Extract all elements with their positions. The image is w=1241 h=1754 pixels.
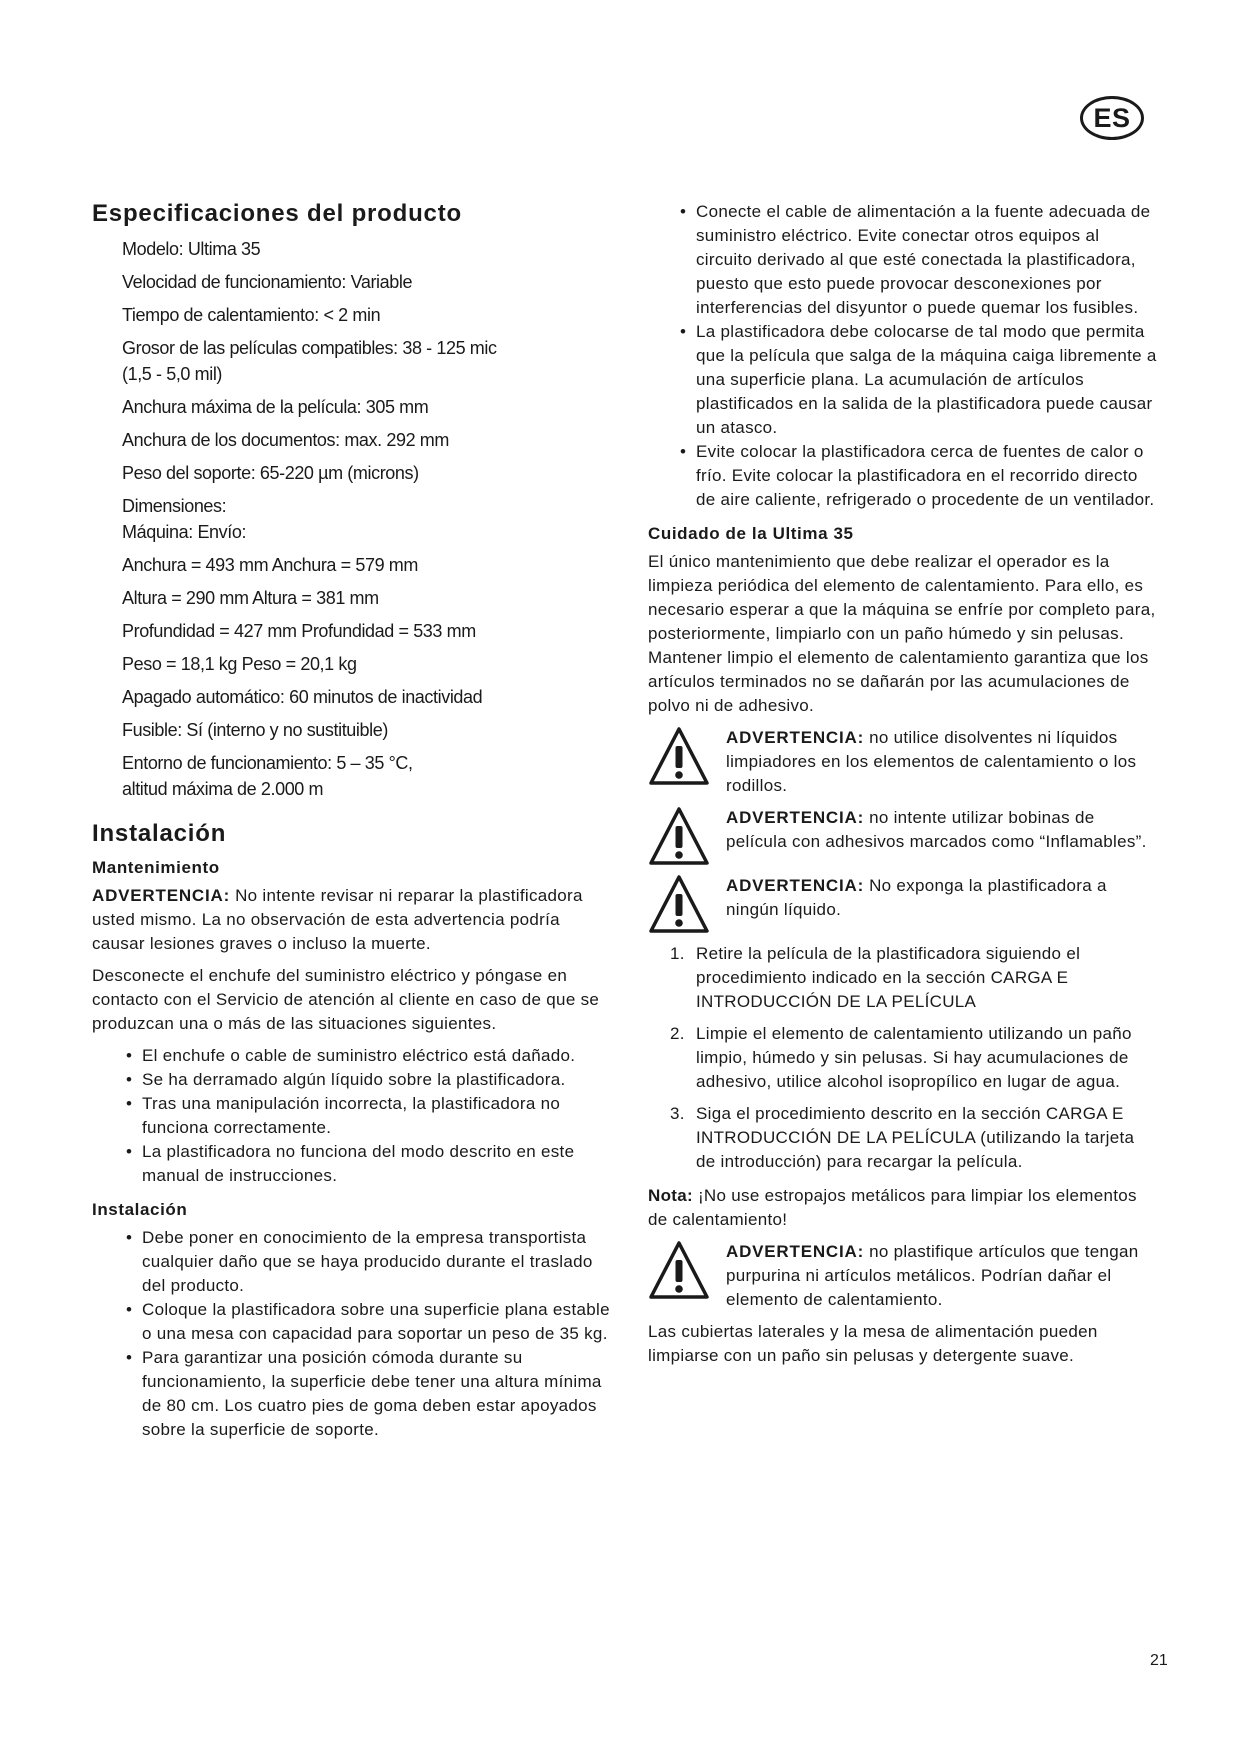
- warning-label: ADVERTENCIA:: [726, 728, 865, 747]
- list-item: • El enchufe o cable de suministro eléctrico está dañado.: [126, 1044, 612, 1068]
- situations-list: [92, 1044, 612, 1188]
- maintenance-warning: [92, 884, 612, 956]
- spec-line: Tiempo de calentamiento: < 2 min: [122, 305, 381, 325]
- warning-text: [726, 726, 1158, 798]
- disconnect-paragraph: Desconecte el enchufe del suministro eléctrico y póngase en contacto con el Servicio de atención al cliente en caso de que se produzcan una o más de las situaciones siguientes.: [92, 966, 600, 1033]
- spec-line: Peso del soporte: 65-220 µm (microns): [122, 463, 419, 483]
- installation-title: Instalación: [92, 820, 227, 847]
- care-heading: Cuidado de la Ultima 35: [648, 524, 854, 543]
- spec-line: altitud máxima de 2.000 m: [122, 779, 324, 799]
- specs-title: Especificaciones del producto: [92, 200, 462, 227]
- step-number: 2.: [670, 1024, 685, 1043]
- list-item: • Se ha derramado algún líquido sobre la plastificadora.: [126, 1068, 612, 1092]
- maintenance-heading: Mantenimiento: [92, 858, 220, 877]
- spec-line: Peso = 18,1 kg Peso = 20,1 kg: [122, 654, 357, 674]
- installation-subheading: Instalación: [92, 1200, 188, 1219]
- step-text: Siga el procedimiento descrito en la sección CARGA E INTRODUCCIÓN DE LA PELÍCULA (utilizando la tarjeta de introducción) para recargar la película.: [696, 1104, 1135, 1171]
- step-number: 3.: [670, 1104, 685, 1123]
- warning-block: [648, 1240, 1158, 1312]
- list-item: • La plastificadora debe colocarse de tal modo que permita que la película que salga de la máquina caiga libremente a una superficie plana. La acumulación de artículos plastificados en la salida de la plastificadora puede causar un atasco.: [680, 320, 1158, 440]
- page-number: 21: [1150, 1652, 1168, 1669]
- step-text: Limpie el elemento de calentamiento utilizando un paño limpio, húmedo y sin pelusas. Si hay acumulaciones de adhesivo, utilice alcohol isopropílico en lugar de agua.: [696, 1024, 1132, 1091]
- warning-body: no plastifique artículos que tengan purpurina ni artículos metálicos. Podrían dañar el elemento de calentamiento.: [726, 1242, 1139, 1309]
- warning-triangle-icon: [648, 806, 710, 866]
- warning-label: ADVERTENCIA:: [726, 808, 865, 827]
- warning-label: ADVERTENCIA:: [726, 1242, 865, 1261]
- spec-line: Fusible: Sí (interno y no sustituible): [122, 720, 388, 740]
- warning-block: [648, 726, 1158, 798]
- spec-line: Apagado automático: 60 minutos de inactividad: [122, 687, 483, 707]
- warning-block: [648, 806, 1158, 866]
- cleaning-steps: [648, 942, 1158, 1174]
- note-paragraph: [648, 1184, 1158, 1232]
- step-text: Retire la película de la plastificadora siguiendo el procedimiento indicado en la sección CARGA E INTRODUCCIÓN DE LA PELÍCULA: [696, 944, 1081, 1011]
- note-text: ¡No use estropajos metálicos para limpiar los elementos de calentamiento!: [648, 1186, 1137, 1229]
- closing-paragraph: Las cubiertas laterales y la mesa de alimentación pueden limpiarse con un paño sin pelusas y detergente suave.: [648, 1322, 1098, 1365]
- warning-body: No exponga la plastificadora a ningún líquido.: [726, 876, 1107, 919]
- warning-block: [648, 874, 1158, 934]
- left-column: [92, 200, 612, 1454]
- list-item: [670, 1102, 1158, 1174]
- spec-line: Velocidad de funcionamiento: Variable: [122, 272, 413, 292]
- spec-line: Profundidad = 427 mm Profundidad = 533 mm: [122, 621, 476, 641]
- warning-label: ADVERTENCIA:: [92, 886, 231, 905]
- right-column: [648, 200, 1158, 1376]
- warning-body: no utilice disolventes ni líquidos limpiadores en los elementos de calentamiento o los rodillos.: [726, 728, 1137, 795]
- list-item: • Conecte el cable de alimentación a la fuente adecuada de suministro eléctrico. Evite conectar otros equipos al circuito derivado al que esté conectada la plastificadora, puesto que esto puede provocar desconexiones por interferencias del disyuntor o puede quemar los fusibles.: [680, 200, 1158, 320]
- spec-line: Anchura de los documentos: max. 292 mm: [122, 430, 449, 450]
- spec-line: (1,5 - 5,0 mil): [122, 364, 223, 384]
- specs-list: [92, 238, 612, 800]
- warning-triangle-icon: [648, 874, 710, 934]
- language-badge: ES: [1080, 96, 1144, 140]
- warning-text: No intente revisar ni reparar la plastificadora usted mismo. La no observación de esta advertencia podría causar lesiones graves o incluso la muerte.: [92, 886, 583, 953]
- list-item: • Coloque la plastificadora sobre una superficie plana estable o una mesa con capacidad para soportar un peso de 35 kg.: [126, 1298, 612, 1346]
- list-item: • Para garantizar una posición cómoda durante su funcionamiento, la superficie debe tener una altura mínima de 80 cm. Los cuatro pies de goma deben estar apoyados sobre la superficie de soporte.: [126, 1346, 612, 1442]
- warning-body: no intente utilizar bobinas de película con adhesivos marcados como “Inflamables”.: [726, 808, 1147, 851]
- list-item: • Debe poner en conocimiento de la empresa transportista cualquier daño que se haya producido durante el traslado del producto.: [126, 1226, 612, 1298]
- spec-line: Altura = 290 mm Altura = 381 mm: [122, 588, 379, 608]
- spec-line: Máquina: Envío:: [122, 522, 247, 542]
- note-label: Nota:: [648, 1186, 693, 1205]
- spec-line: Grosor de las películas compatibles: 38 - 125 mic: [122, 338, 497, 358]
- spec-line: Dimensiones:: [122, 496, 227, 516]
- list-item: • Tras una manipulación incorrecta, la plastificadora no funciona correctamente.: [126, 1092, 612, 1140]
- warning-triangle-icon: [648, 726, 710, 786]
- warning-text: [726, 806, 1158, 854]
- spec-line: Anchura máxima de la película: 305 mm: [122, 397, 429, 417]
- installation-bullets: [648, 200, 1158, 512]
- spec-line: Entorno de funcionamiento: 5 – 35 °C,: [122, 753, 413, 773]
- step-number: 1.: [670, 944, 685, 963]
- list-item: • La plastificadora no funciona del modo descrito en este manual de instrucciones.: [126, 1140, 612, 1188]
- list-item: • Evite colocar la plastificadora cerca de fuentes de calor o frío. Evite colocar la plastificadora en el recorrido directo de aire caliente, refrigerado o procedente de un ventilador.: [680, 440, 1158, 512]
- spec-line: Anchura = 493 mm Anchura = 579 mm: [122, 555, 418, 575]
- warning-label: ADVERTENCIA:: [726, 876, 865, 895]
- spec-line: Modelo: Ultima 35: [122, 239, 261, 259]
- care-paragraph: El único mantenimiento que debe realizar el operador es la limpieza periódica del elemento de calentamiento. Para ello, es necesario esperar a que la máquina se enfríe por completo para, posteriormente, limpiarlo con un paño húmedo y sin pelusas. Mantener limpio el elemento de calentamiento garantiza que los artículos terminados no se dañarán por las acumulaciones de polvo ni de adhesivo.: [648, 552, 1156, 715]
- warning-text: [726, 1240, 1158, 1312]
- list-item: [670, 1022, 1158, 1094]
- warning-text: [726, 874, 1158, 922]
- list-item: [670, 942, 1158, 1014]
- installation-steps: [92, 1226, 612, 1442]
- warning-triangle-icon: [648, 1240, 710, 1300]
